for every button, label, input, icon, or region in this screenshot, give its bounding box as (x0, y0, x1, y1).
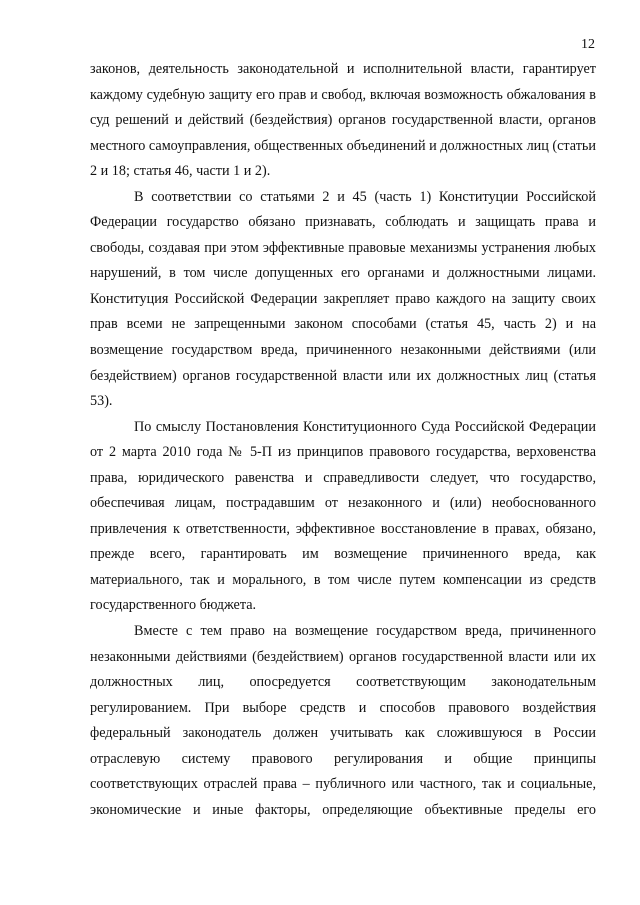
paragraph-3: По смыслу Постановления Конституционного Суда Российской Федерации от 2 марта 2010 года № 5-П из принципов правового государства, верховенства права, юридического равенства и справедливости следует, что государство, обеспечивая лицам, пострадавшим от незаконного и (или) необоснованного привлечения к ответственности, эффективное восстановление в правах, обязано, прежде всего, гарантировать им возмещение причиненного вреда, как материального, так и морального, в том числе путем компенсации из средств государственного бюджета. (90, 418, 596, 614)
paragraph-2: В соответствии со статьями 2 и 45 (часть 1) Конституции Российской Федерации государство обязано признавать, соблюдать и защищать права и свободы, создавая при этом эффективные правовые механизмы устранения любых нарушений, в том числе допущенных его органами и должностными лицами. Конституция Российской Федерации закрепляет право каждого на защиту своих прав всеми не запрещенными законом способами (статья 45, часть 2) и на возмещение государством вреда, причиненного незаконными действиями (или бездействием) органов государственной власти или их должностных лиц (статья 53). (90, 188, 596, 410)
paragraph-4: Вместе с тем право на возмещение государством вреда, причиненного незаконными действиями (бездействием) органов государственной власти или их должностных лиц, опосредуется соответствующим законодательным регулированием. При выборе средств и способов правового воздействия федеральный законодатель должен учитывать как сложившуюся в России отраслевую систему правового регулирования и общие принципы соответствующих отраслей права – публичного или частного, так и социальные, экономические и иные факторы, определяющие объективные пределы его (90, 623, 596, 818)
page-number: 12 (581, 37, 595, 52)
document-body (90, 57, 596, 823)
paragraph-1: законов, деятельность законодательной и исполнительной власти, гарантирует каждому судебную защиту его прав и свобод, включая возможность обжалования в суд решений и действий (бездействия) органов государственной власти, органов местного самоуправления, общественных объединений и должностных лиц (статьи 2 и 18; статья 46, части 1 и 2). (90, 61, 596, 180)
